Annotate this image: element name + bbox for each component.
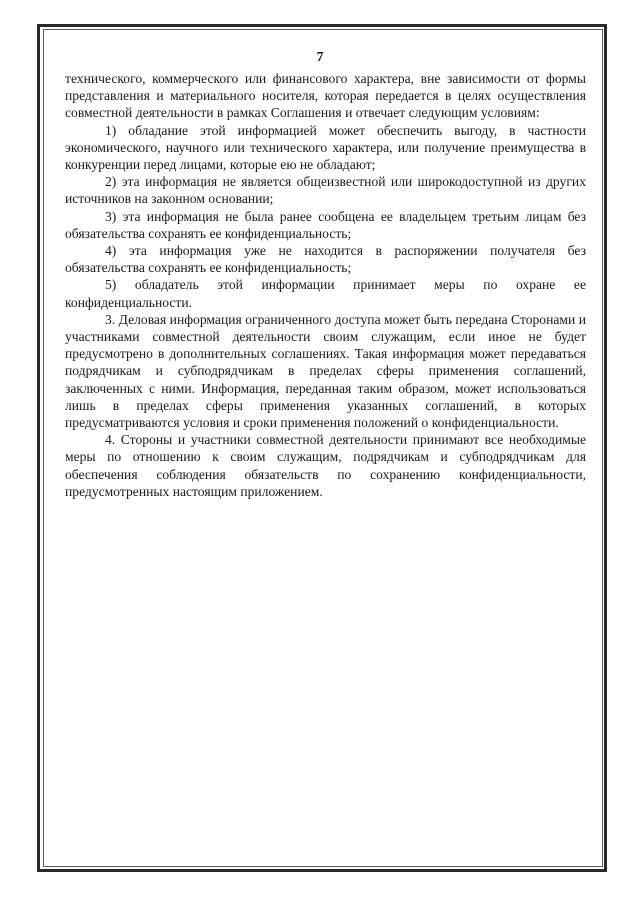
paragraph-condition-2: 2) эта информация не является общеизвестной или широкодоступной из других источников на законном основании;: [65, 174, 586, 207]
paragraph-continuation: технического, коммерческого или финансового характера, вне зависимости от формы представления и материального носителя, которая передается в целях осуществления совместной деятельности в рамках Соглашения и отвечает следующим условиям:: [65, 71, 586, 121]
paragraph-condition-5: 5) обладатель этой информации принимает меры по охране ее конфиденциальности.: [65, 277, 586, 310]
paragraph-condition-3: 3) эта информация не была ранее сообщена ее владельцем третьим лицам без обязательства сохранять ее конфиденциальность;: [65, 208, 586, 241]
document-body: [65, 70, 586, 500]
paragraph-condition-4: 4) эта информация уже не находится в распоряжении получателя без обязательства сохранять ее конфиденциальность;: [65, 243, 586, 276]
paragraph-clause-3: 3. Деловая информация ограниченного доступа может быть передана Сторонами и участниками совместной деятельности своим служащим, если иное не будет предусмотрено в дополнительных соглашениях. Такая информация может передаваться подрядчикам и субподрядчикам в пределах сферы применения соглашений, заключенных с ними. Информация, переданная таким образом, может использоваться лишь в пределах сферы применения указанных соглашений, в которых предусматриваются условия и сроки применения положений о конфиденциальности.: [65, 311, 586, 431]
paragraph-clause-4: 4. Стороны и участники совместной деятельности принимают все необходимые меры по отношению к своим служащим, подрядчикам и субподрядчикам для обеспечения соблюдения обязательств по сохранению конфиденциальности, предусмотренных настоящим приложением.: [65, 432, 586, 499]
paragraph-condition-1: 1) обладание этой информацией может обеспечить выгоду, в частности экономического, научного или технического характера, или получение преимущества в конкуренции перед лицами, которые ею не обладают;: [65, 122, 586, 173]
page-number: 7: [316, 50, 324, 65]
